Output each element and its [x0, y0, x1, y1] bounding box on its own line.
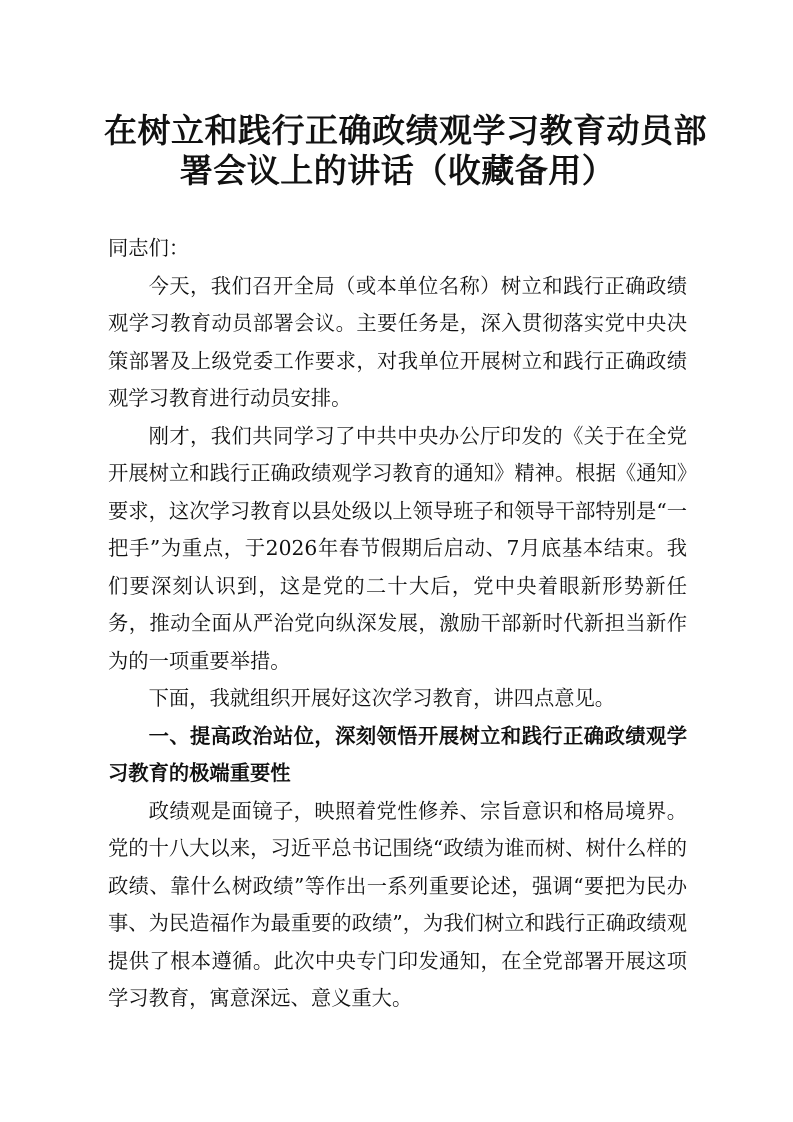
title-line-1: 在树立和践行正确政绩观学习教育动员部	[104, 111, 707, 150]
paragraph-opening: 今天，我们召开全局（或本单位名称）树立和践行正确政绩观学习教育动员部署会议。主要任务是，深入贯彻落实党中央决策部署及上级党委工作要求，对我单位开展树立和践行正确政绩观学习教育进行动员安排。	[108, 273, 687, 410]
paragraph-section-1: 政绩观是面镜子，映照着党性修养、宗旨意识和格局境界。党的十八大以来，习近平总书记围绕“政绩为谁而树、树什么样的政绩、靠什么树政绩”等作出一系列重要论述，强调“要把为民办事、为民造福作为最重要的政绩”，为我们树立和践行正确政绩观提供了根本遵循。此次中央专门印发通知，在全党部署开展这项学习教育，寓意深远、意义重大。	[108, 798, 687, 1010]
section-heading-1: 一、提高政治站位，深刻领悟开展树立和践行正确政绩观学习教育的极端重要性	[108, 723, 687, 785]
document-body	[108, 230, 687, 1018]
salutation: 同志们：	[108, 236, 190, 260]
paragraph-outline: 下面，我就组织开展好这次学习教育，讲四点意见。	[148, 686, 616, 710]
document-title	[104, 111, 707, 191]
paragraph-background: 刚才，我们共同学习了中共中央办公厅印发的《关于在全党开展树立和践行正确政绩观学习教育的通知》精神。根据《通知》要求，这次学习教育以县处级以上领导班子和领导干部特别是“一把手”为重点，于2026年春节假期后启动、7月底基本结束。我们要深刻认识到，这是党的二十大后，党中央着眼新形势新任务，推动全面从严治党向纵深发展，激励干部新时代新担当新作为的一项重要举措。	[108, 423, 687, 673]
title-line-2: 署会议上的讲话（收藏备用）	[179, 151, 616, 190]
